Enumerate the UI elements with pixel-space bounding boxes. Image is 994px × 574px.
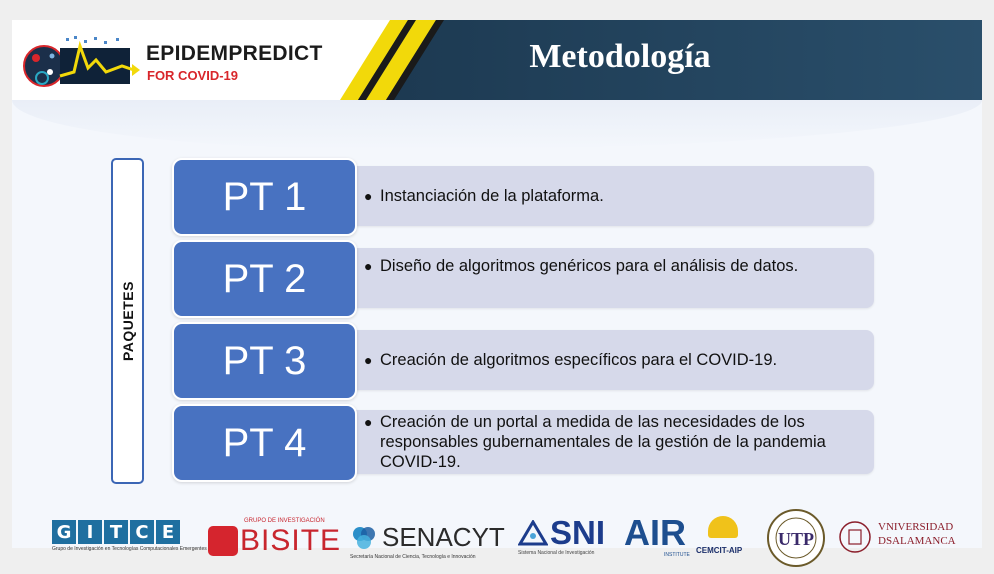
slide — [12, 20, 982, 560]
package-row-pt1 — [172, 158, 877, 236]
air-institute-logo: AIR INSTITUTE — [624, 512, 690, 558]
bullet-icon: ● — [364, 352, 373, 368]
bisite-mark-icon — [208, 526, 238, 556]
package-code-box: PT 1 — [172, 158, 357, 236]
brand-subtitle: FOR COVID-19 — [147, 68, 239, 83]
packages-label-text: PAQUETES — [119, 281, 136, 361]
package-row-pt2 — [172, 240, 877, 318]
package-description: Creación de un portal a medida de las necesidades de los responsables gubernamentales de la gestión de la pandemia COVID-19. — [380, 413, 826, 471]
utp-seal-icon — [766, 508, 826, 568]
package-code-box: PT 4 — [172, 404, 357, 482]
package-description-bar — [322, 410, 874, 474]
package-description: Instanciación de la plataforma. — [380, 187, 604, 205]
package-description: Diseño de algoritmos genéricos para el análisis de datos. — [380, 257, 799, 275]
sni-triangle-icon — [518, 520, 548, 546]
package-description: Creación de algoritmos específicos para el COVID-19. — [380, 351, 778, 369]
bullet-icon: ● — [364, 258, 373, 274]
senacyt-emblem-icon — [350, 524, 378, 552]
package-description-bar — [322, 166, 874, 226]
epidempredict-logo-icon — [22, 32, 140, 90]
package-description-bar — [322, 330, 874, 390]
sni-logo: SNI Sistema Nacional de Investigación — [518, 514, 606, 556]
package-description-bar — [322, 248, 874, 308]
hard-hat-icon — [708, 516, 738, 538]
package-code-box: PT 3 — [172, 322, 357, 400]
package-code-box: PT 2 — [172, 240, 357, 318]
slide-header — [12, 20, 982, 100]
brand-title: EPIDEMPREDICT — [146, 42, 323, 65]
slide-title: Metodología — [529, 38, 711, 75]
usal-crest-icon — [838, 520, 872, 554]
bullet-icon: ● — [364, 188, 373, 204]
package-row-pt3 — [172, 322, 877, 400]
packages-side-label — [111, 158, 144, 484]
bullet-icon: ● — [364, 414, 373, 430]
svg-text:UTP: UTP — [778, 529, 814, 549]
gitce-logo: G I T C E Grupo de Investigación en Tecnologías Computacionales Emergentes — [52, 521, 207, 552]
package-row-pt4 — [172, 404, 877, 482]
partner-logos: G I T C E Grupo de Investigación en Tecnologías Computacionales Emergentes GRUPO DE INVESTIGACIÓN BISITE SENACYT Secretaría Nacional de Ciencia, Tecnología e Innovación SNI Sistema Nacional de Investigación AIR INSTITUTE CEMCIT-AIP UTP VNIVERSIDAD DSALAMANCA — [12, 498, 982, 568]
